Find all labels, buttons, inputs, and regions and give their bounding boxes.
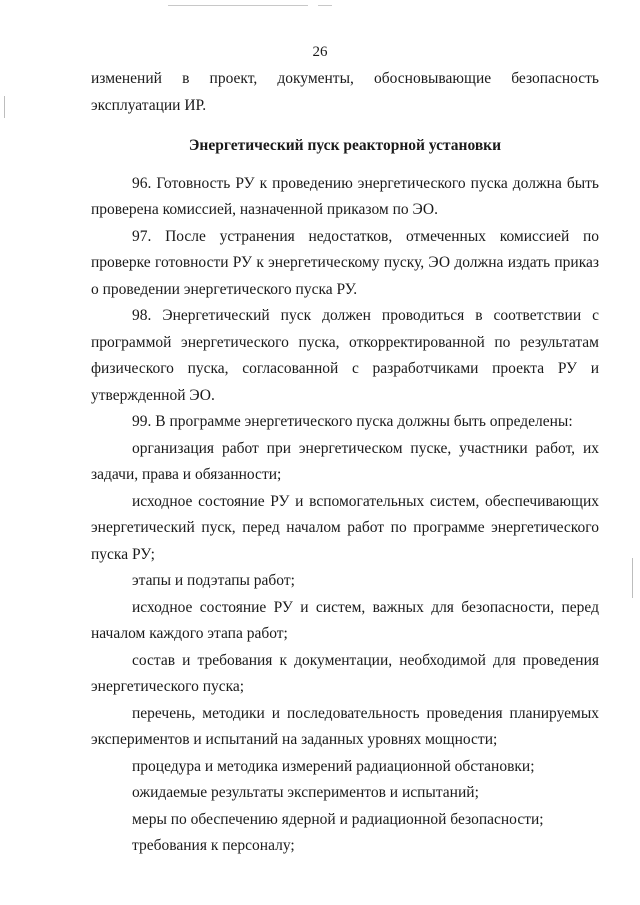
list-item-radiation-measurement: процедура и методика измерений радиационной обстановки; <box>132 757 535 775</box>
scan-left-margin-mark <box>4 96 5 118</box>
list-item-stages: этапы и подэтапы работ; <box>132 572 295 589</box>
list-item-personnel: требования к персоналу; <box>132 837 295 854</box>
paragraph-98: 98. Энергетический пуск должен проводиться в соответствии с программой энергетического пуска, откорректированной по результатам физического пуска, согласованной с разработчиками проекта РУ и утвержденной ЭО. <box>91 307 599 404</box>
list-item-safety-measures: меры по обеспечению ядерной и радиационной безопасности; <box>132 810 544 828</box>
list-item-organization: организация работ при энергетическом пуске, участники работ, их задачи, права и обязанности; <box>91 439 599 483</box>
continued-paragraph-line-1: изменений в проект, документы, обосновывающие безопасность <box>91 70 599 87</box>
paragraph-96: 96. Готовность РУ к проведению энергетического пуска должна быть проверена комиссией, назначенной приказом по ЭО. <box>91 174 599 218</box>
list-item-expected-results: ожидаемые результаты экспериментов и испытаний; <box>132 784 479 801</box>
list-item-initial-state-safety-systems: исходное состояние РУ и систем, важных для безопасности, перед началом каждого этапа работ; <box>91 598 599 642</box>
section-heading: Энергетический пуск реакторной установки <box>188 137 502 154</box>
list-item-documentation: состав и требования к документации, необходимой для проведения энергетического пуска; <box>91 651 599 695</box>
scan-right-margin-mark <box>632 558 633 598</box>
list-item-initial-state-aux-systems: исходное состояние РУ и вспомогательных систем, обеспечивающих энергетический пуск, перед началом работ по программе энергетического пуска РУ; <box>91 492 599 563</box>
paragraph-99: 99. В программе энергетического пуска должны быть определены: <box>132 413 573 430</box>
scan-top-rule <box>168 5 308 6</box>
paragraph-97: 97. После устранения недостатков, отмеченных комиссией по проверке готовности РУ к энергетическому пуску, ЭО должна издать приказ о проведении энергетического пуска РУ. <box>91 227 599 298</box>
page-number: 26 <box>312 44 328 60</box>
scan-top-rule-short <box>318 5 332 6</box>
list-item-experiments: перечень, методики и последовательность проведения планируемых экспериментов и испытаний на заданных уровнях мощности; <box>91 704 599 748</box>
document-body <box>91 66 599 860</box>
continued-paragraph-line-2: эксплуатации ИР. <box>91 96 207 114</box>
